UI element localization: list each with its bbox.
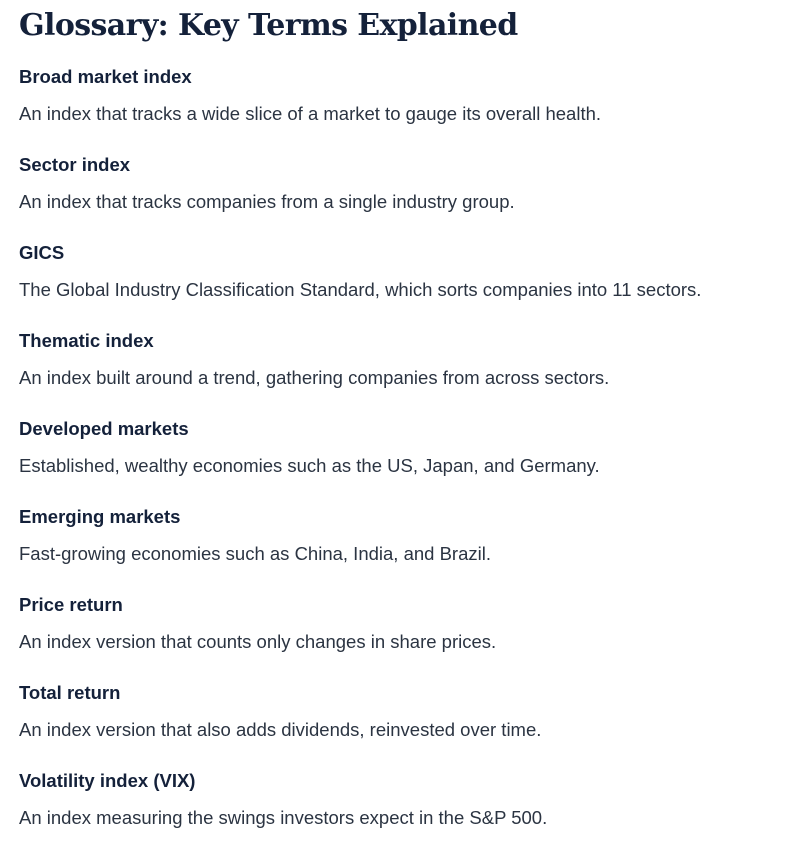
- glossary-definition: An index that tracks companies from a single industry group.: [19, 191, 515, 212]
- glossary-entry-total-return: [19, 674, 771, 762]
- glossary-definition: An index built around a trend, gathering companies from across sectors.: [19, 367, 610, 388]
- glossary-term: Volatility index (VIX): [19, 770, 196, 791]
- glossary-entry-volatility-index: [19, 762, 771, 850]
- glossary-entry-sector-index: [19, 146, 771, 234]
- glossary-term: Sector index: [19, 154, 131, 175]
- glossary-term: Broad market index: [19, 66, 192, 87]
- glossary-entry-developed-markets: [19, 410, 771, 498]
- glossary-term: GICS: [19, 242, 65, 263]
- glossary-term: Thematic index: [19, 330, 154, 351]
- glossary-entry-price-return: [19, 586, 771, 674]
- glossary-definition: The Global Industry Classification Standard, which sorts companies into 11 sectors.: [19, 279, 702, 300]
- page-title: Glossary: Key Terms Explained: [19, 8, 518, 43]
- glossary-definition: Established, wealthy economies such as the US, Japan, and Germany.: [19, 455, 600, 476]
- glossary-entry-emerging-markets: [19, 498, 771, 586]
- glossary-entry-broad-market-index: [19, 58, 771, 146]
- glossary-term: Total return: [19, 682, 121, 703]
- glossary-definition: Fast-growing economies such as China, India, and Brazil.: [19, 543, 491, 564]
- glossary-definition: An index measuring the swings investors expect in the S&P 500.: [19, 807, 548, 828]
- glossary-definition: An index version that also adds dividends, reinvested over time.: [19, 719, 542, 740]
- glossary-definition: An index that tracks a wide slice of a market to gauge its overall health.: [19, 103, 602, 124]
- glossary-term: Emerging markets: [19, 506, 181, 527]
- glossary-list: [19, 58, 771, 850]
- glossary-term: Price return: [19, 594, 123, 615]
- glossary-definition: An index version that counts only changes in share prices.: [19, 631, 497, 652]
- glossary-entry-gics: [19, 234, 771, 322]
- glossary-term: Developed markets: [19, 418, 189, 439]
- glossary-entry-thematic-index: [19, 322, 771, 410]
